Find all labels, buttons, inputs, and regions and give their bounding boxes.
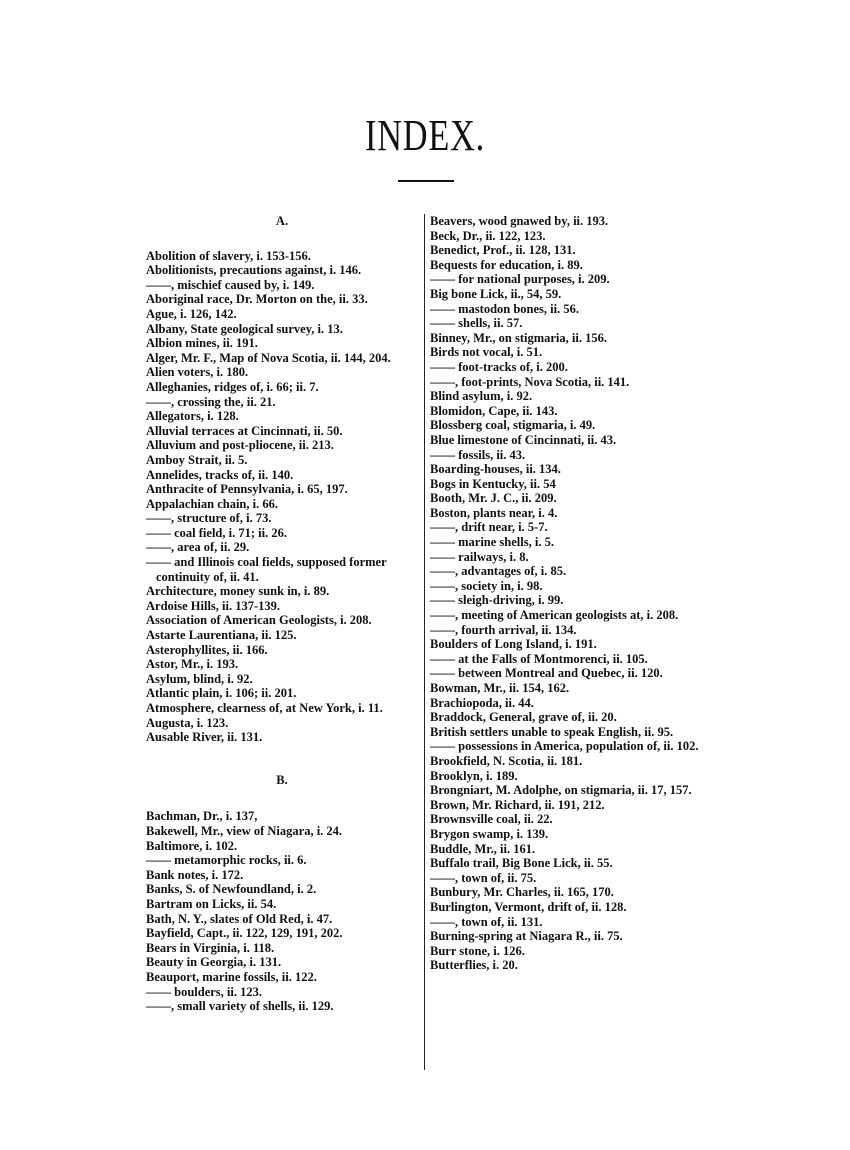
index-entry: Alleghanies, ridges of, i. 66; ii. 7. bbox=[146, 379, 319, 394]
index-entry: Binney, Mr., on stigmaria, ii. 156. bbox=[430, 330, 607, 345]
index-entry: Albion mines, ii. 191. bbox=[146, 336, 258, 351]
index-entry: —— shells, ii. 57. bbox=[430, 316, 523, 331]
index-entry: Asylum, blind, i. 92. bbox=[146, 671, 253, 686]
index-entry: Atlantic plain, i. 106; ii. 201. bbox=[146, 686, 297, 701]
index-entry: Blossberg coal, stigmaria, i. 49. bbox=[430, 418, 596, 433]
index-entry: ——, meeting of American geologists at, i. 208. bbox=[430, 608, 679, 623]
index-entry: Brownsville coal, ii. 22. bbox=[430, 812, 553, 827]
index-entry: Association of American Geologists, i. 208. bbox=[146, 613, 372, 628]
index-entry: ——, small variety of shells, ii. 129. bbox=[146, 999, 334, 1014]
index-entry: —— sleigh-driving, i. 99. bbox=[430, 593, 564, 608]
index-entry: Allegators, i. 128. bbox=[146, 409, 239, 424]
index-entry: —— fossils, ii. 43. bbox=[430, 447, 526, 462]
index-entry: —— and Illinois coal fields, supposed former continuity of, ii. 41. bbox=[146, 555, 387, 584]
index-entry: Astarte Laurentiana, ii. 125. bbox=[146, 628, 297, 643]
index-entry: Appalachian chain, i. 66. bbox=[146, 496, 278, 511]
index-entry: Benedict, Prof., ii. 128, 131. bbox=[430, 243, 576, 258]
index-entry: Ague, i. 126, 142. bbox=[146, 306, 237, 321]
index-entry: Aboriginal race, Dr. Morton on the, ii. 33. bbox=[146, 292, 368, 307]
index-entry: Birds not vocal, i. 51. bbox=[430, 345, 543, 360]
index-entry: Bank notes, i. 172. bbox=[146, 867, 244, 882]
index-entry: ——, area of, ii. 29. bbox=[146, 540, 250, 555]
page-title: INDEX. bbox=[364, 111, 485, 160]
index-column-right bbox=[430, 214, 700, 973]
index-entry: —— coal field, i. 71; ii. 26. bbox=[146, 525, 287, 540]
index-entry: Banks, S. of Newfoundland, i. 2. bbox=[146, 882, 317, 897]
index-entry: ——, fourth arrival, ii. 134. bbox=[430, 622, 577, 637]
index-entry: Bakewell, Mr., view of Niagara, i. 24. bbox=[146, 823, 343, 838]
index-entry: Buffalo trail, Big Bone Lick, ii. 55. bbox=[430, 856, 613, 871]
entries-b bbox=[146, 809, 418, 1013]
index-entry: ——, mischief caused by, i. 149. bbox=[146, 277, 315, 292]
index-entry: —— foot-tracks of, i. 200. bbox=[430, 359, 568, 374]
index-entry: Bequests for education, i. 89. bbox=[430, 257, 583, 272]
index-entry: Boarding-houses, ii. 134. bbox=[430, 462, 561, 477]
index-entry: ——, advantages of, i. 85. bbox=[430, 564, 567, 579]
index-entry: Atmosphere, clearness of, at New York, i. 11. bbox=[146, 701, 383, 715]
index-entry: Beauty in Georgia, i. 131. bbox=[146, 955, 282, 970]
section-heading-b: B. bbox=[276, 772, 288, 787]
index-entry: Bartram on Licks, ii. 54. bbox=[146, 896, 277, 911]
index-entry: Baltimore, i. 102. bbox=[146, 838, 238, 853]
index-entry: Alluvial terraces at Cincinnati, ii. 50. bbox=[146, 423, 343, 438]
index-entry: Burlington, Vermont, drift of, ii. 128. bbox=[430, 899, 627, 914]
index-entry: British settlers unable to speak English, ii. 95. bbox=[430, 724, 674, 739]
index-entry: —— possessions in America, population of, ii. 102. bbox=[430, 739, 699, 754]
index-entry: —— metamorphic rocks, ii. 6. bbox=[146, 853, 307, 868]
index-entry: Bogs in Kentucky, ii. 54 bbox=[430, 476, 556, 491]
index-entry: Braddock, General, grave of, ii. 20. bbox=[430, 710, 617, 725]
index-entry: Butterflies, i. 20. bbox=[430, 958, 518, 973]
index-entry: Beck, Dr., ii. 122, 123. bbox=[430, 228, 546, 243]
index-entry: Brown, Mr. Richard, ii. 191, 212. bbox=[430, 797, 605, 812]
index-entry: ——, drift near, i. 5-7. bbox=[430, 520, 548, 535]
index-entry: —— for national purposes, i. 209. bbox=[430, 272, 610, 287]
index-entry: ——, structure of, i. 73. bbox=[146, 511, 272, 526]
index-entry: Abolition of slavery, i. 153-156. bbox=[146, 248, 311, 263]
index-entry: Brooklyn, i. 189. bbox=[430, 768, 518, 783]
index-entry: Blue limestone of Cincinnati, ii. 43. bbox=[430, 432, 617, 447]
index-entry: ——, town of, ii. 131. bbox=[430, 914, 543, 929]
index-entry: Booth, Mr. J. C., ii. 209. bbox=[430, 491, 557, 506]
index-entry: —— between Montreal and Quebec, ii. 120. bbox=[430, 666, 663, 681]
index-entry: Brygon swamp, i. 139. bbox=[430, 826, 549, 841]
section-heading-a: A. bbox=[275, 214, 289, 228]
index-entry: Alien voters, i. 180. bbox=[146, 365, 249, 380]
index-entry: Asterophyllites, ii. 166. bbox=[146, 642, 268, 657]
index-entry: Brookfield, N. Scotia, ii. 181. bbox=[430, 753, 583, 768]
index-entry: Bath, N. Y., slates of Old Red, i. 47. bbox=[146, 911, 333, 926]
index-entry: Bayfield, Capt., ii. 122, 129, 191, 202. bbox=[146, 926, 343, 941]
column-divider bbox=[424, 214, 425, 1070]
index-entry: Blind asylum, i. 92. bbox=[430, 389, 533, 404]
index-entry: Beauport, marine fossils, ii. 122. bbox=[146, 969, 317, 984]
index-entry: Big bone Lick, ii., 54, 59. bbox=[430, 286, 562, 301]
index-entry: Alger, Mr. F., Map of Nova Scotia, ii. 144, 204. bbox=[146, 350, 391, 365]
index-entry: Boston, plants near, i. 4. bbox=[430, 505, 558, 520]
title-rule bbox=[398, 180, 454, 182]
index-column-left bbox=[146, 214, 418, 1014]
entries-right bbox=[430, 214, 700, 973]
index-entry: Ardoise Hills, ii. 137-139. bbox=[146, 598, 281, 613]
index-entry: ——, society in, i. 98. bbox=[430, 578, 543, 593]
index-entry: Augusta, i. 123. bbox=[146, 715, 229, 730]
index-entry: Bachman, Dr., i. 137, bbox=[146, 809, 258, 824]
index-entry: Boulders of Long Island, i. 191. bbox=[430, 637, 597, 652]
index-entry: Annelides, tracks of, ii. 140. bbox=[146, 467, 294, 482]
index-entry: Burning-spring at Niagara R., ii. 75. bbox=[430, 929, 623, 944]
index-entry: ——, foot-prints, Nova Scotia, ii. 141. bbox=[430, 374, 630, 389]
index-entry: Blomidon, Cape, ii. 143. bbox=[430, 403, 558, 418]
index-entry: Brachiopoda, ii. 44. bbox=[430, 695, 534, 710]
index-entry: —— marine shells, i. 5. bbox=[430, 535, 554, 550]
index-entry: —— railways, i. 8. bbox=[430, 549, 529, 564]
entries-a bbox=[146, 249, 418, 745]
index-entry: ——, town of, ii. 75. bbox=[430, 870, 537, 885]
index-entry: Beavers, wood gnawed by, ii. 193. bbox=[430, 214, 609, 228]
index-entry: Brongniart, M. Adolphe, on stigmaria, ii. 17, 157. bbox=[430, 783, 692, 798]
index-entry: Buddle, Mr., ii. 161. bbox=[430, 841, 536, 856]
index-entry: Architecture, money sunk in, i. 89. bbox=[146, 584, 330, 599]
index-entry: Ausable River, ii. 131. bbox=[146, 730, 263, 745]
index-entry: Alluvium and post-pliocene, ii. 213. bbox=[146, 438, 334, 453]
index-entry: Bears in Virginia, i. 118. bbox=[146, 940, 275, 955]
index-entry: Anthracite of Pennsylvania, i. 65, 197. bbox=[146, 482, 348, 497]
index-entry: Burr stone, i. 126. bbox=[430, 943, 525, 958]
index-entry: Amboy Strait, ii. 5. bbox=[146, 452, 248, 467]
index-entry: Abolitionists, precautions against, i. 146. bbox=[146, 263, 362, 278]
index-entry: Albany, State geological survey, i. 13. bbox=[146, 321, 343, 336]
index-entry: —— mastodon bones, ii. 56. bbox=[430, 301, 579, 316]
index-entry: Bowman, Mr., ii. 154, 162. bbox=[430, 681, 570, 695]
index-entry: —— at the Falls of Montmorenci, ii. 105. bbox=[430, 651, 648, 666]
index-entry: —— boulders, ii. 123. bbox=[146, 984, 262, 999]
index-entry: Astor, Mr., i. 193. bbox=[146, 657, 239, 672]
index-entry: ——, crossing the, ii. 21. bbox=[146, 394, 276, 409]
index-entry: Bunbury, Mr. Charles, ii. 165, 170. bbox=[430, 885, 614, 900]
